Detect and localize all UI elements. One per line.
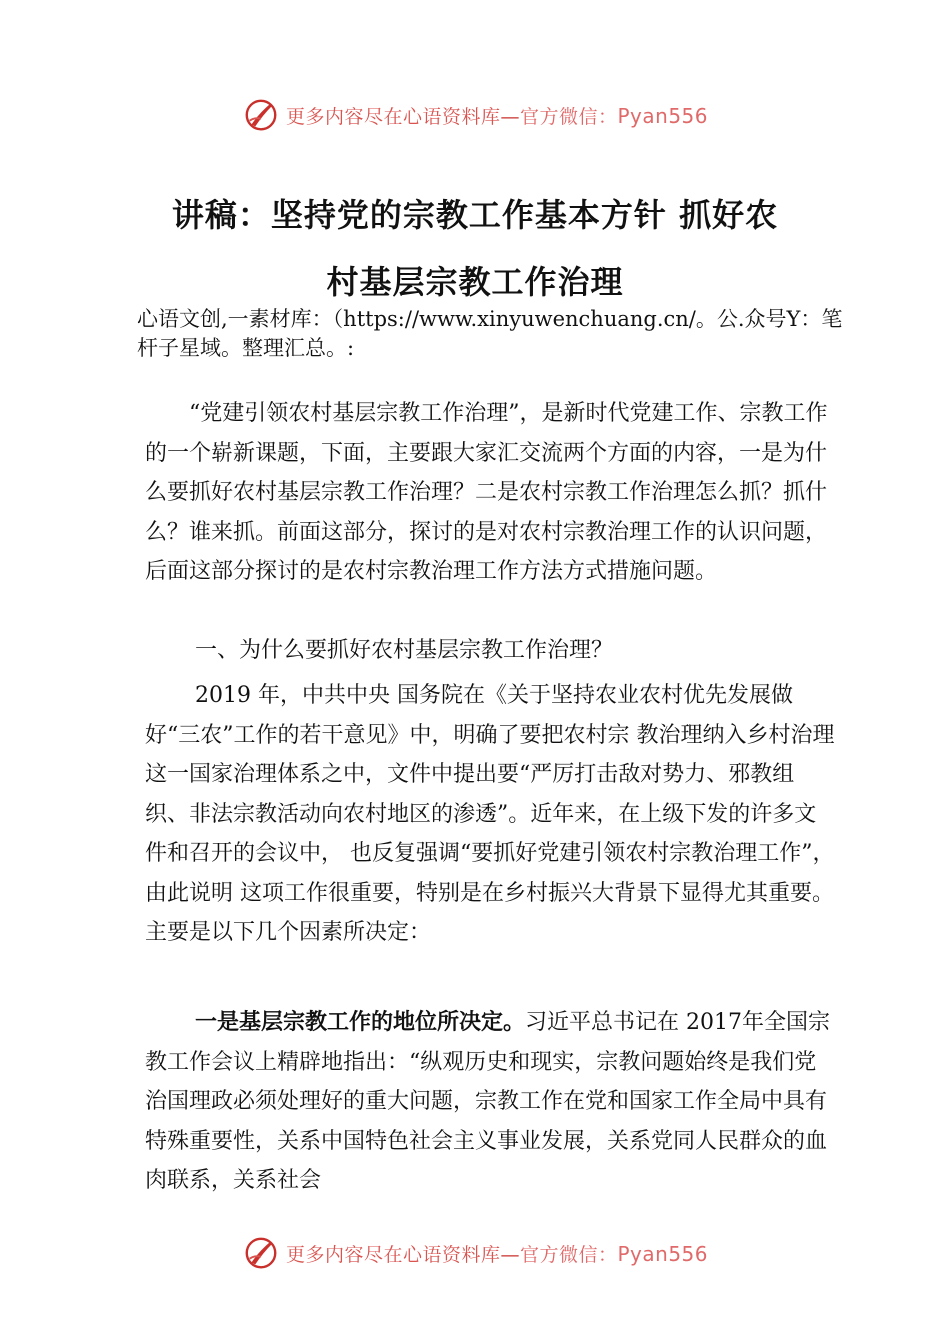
point-one-body: 习近平总书记在 2017年全国宗教工作会议上精辟地指出：“纵观历史和现实，宗教问题始终是我们党治国理政必须处理好的重大问题，宗教工作在党和国家工作全局中具有特殊重要性，关系中国特色社会主义事业发展，关系党同人民群众的血肉联系，关系社会 xyxy=(145,1010,830,1193)
pen-circle-logo-icon xyxy=(242,1234,280,1272)
paragraph-point-one xyxy=(145,1003,835,1201)
footer-banner xyxy=(0,1233,950,1273)
banner-wechat-label: 官方微信： xyxy=(519,105,618,128)
document-title-line1: 讲稿：坚持党的宗教工作基本方针 抓好农 xyxy=(171,196,779,234)
point-one-lead: 一是基层宗教工作的地位所决定。 xyxy=(195,1010,526,1035)
document-title-line2: 村基层宗教工作治理 xyxy=(326,263,624,301)
banner-separator: — xyxy=(500,105,520,128)
footer-banner-wechat-label: 官方微信： xyxy=(519,1243,618,1266)
paragraph-2019-document: 2019 年，中共中央 国务院在《关于坚持农业农村优先发展做好“三农”工作的若干意见》中，明确了要把农村宗 教治理纳入乡村治理这一国家治理体系之中，文件中提出要“严厉打击敌对势力、邪教组织、非法宗教活动向农村地区的渗透”。近年来，在上级下发的许多文件和召开的会议中， 也反复强调“要抓好党建引领农村宗教治理工作”，由此说明 这项工作很重要，特别是在乡村振兴大背景下显得尤其重要。主要是以下几个因素所决定： xyxy=(145,683,835,945)
source-note: 心语文创,一素材库：（https://www.xinyuwenchuang.cn/。公.众号Y：笔杆子星域。整理汇总。: xyxy=(137,307,843,360)
header-banner xyxy=(0,95,950,135)
footer-banner-separator: — xyxy=(500,1243,520,1266)
banner-wechat-id: Pyan556 xyxy=(617,103,709,128)
paragraph-intro: “党建引领农村基层宗教工作治理”，是新时代党建工作、宗教工作的一个崭新课题，下面，主要跟大家汇交流两个方面的内容，一是为什么要抓好农村基层宗教工作治理？二是农村宗教工作治理怎么抓？抓什么？谁来抓。前面这部分，探讨的是对农村宗教治理工作的认识问题，后面这部分探讨的是农村宗教治理工作方法方式措施问题。 xyxy=(145,401,828,584)
footer-banner-slogan: 更多内容尽在心语资料库 xyxy=(285,1243,501,1266)
footer-banner-wechat-id: Pyan556 xyxy=(617,1241,709,1266)
footer-banner-text xyxy=(286,1240,708,1267)
banner-slogan: 更多内容尽在心语资料库 xyxy=(285,105,501,128)
banner-text xyxy=(286,102,708,129)
pen-circle-logo-icon xyxy=(242,96,280,134)
section-heading-1: 一、为什么要抓好农村基层宗教工作治理？ xyxy=(195,638,614,663)
